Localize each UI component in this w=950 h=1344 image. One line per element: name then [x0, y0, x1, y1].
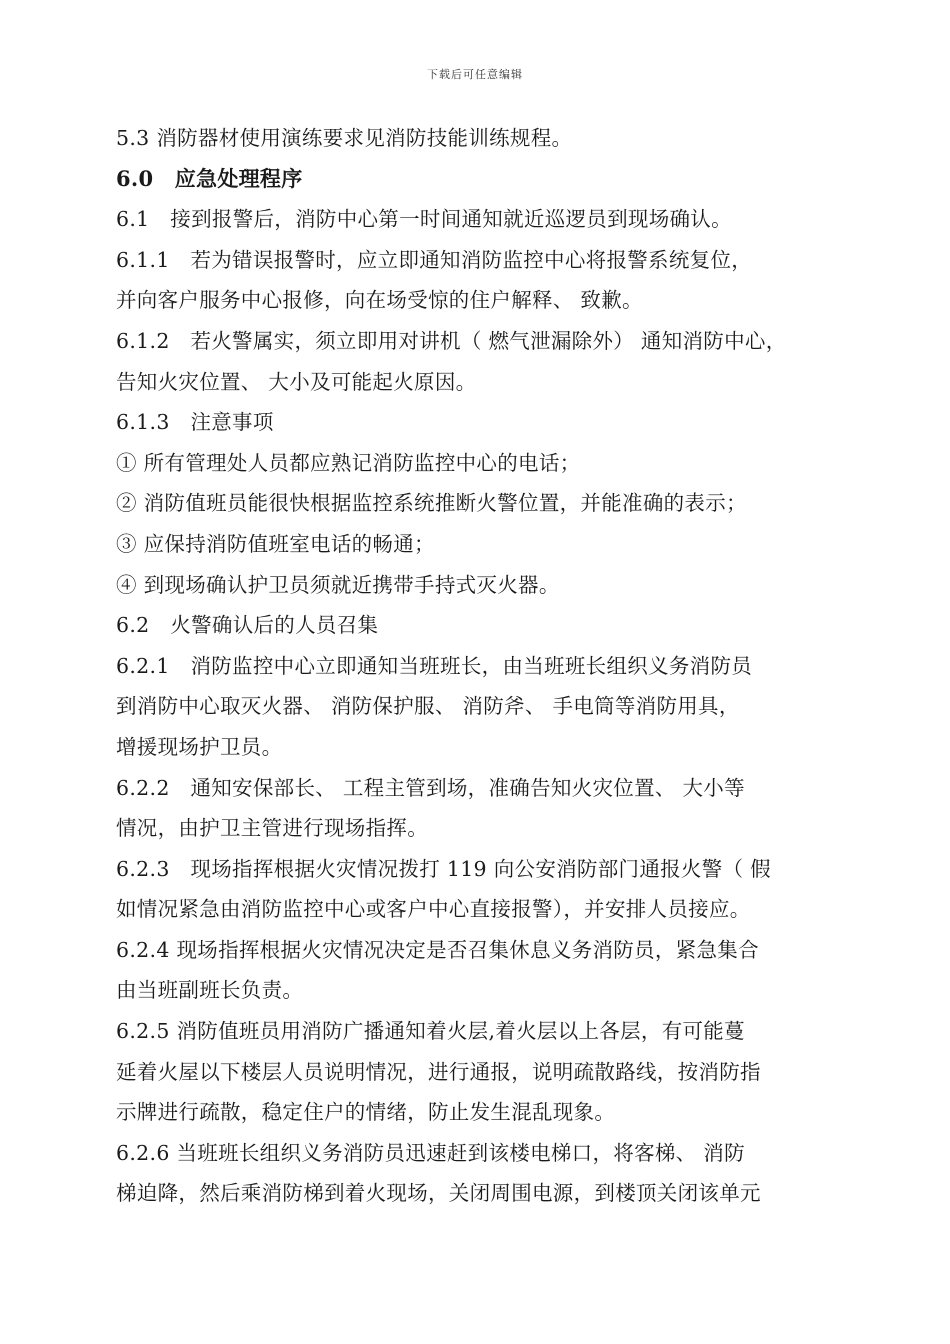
text-line: 6.1 接到报警后，消防中心第一时间通知就近巡逻员到现场确认。 [116, 207, 732, 232]
text-line: 梯迫降，然后乘消防梯到着火现场，关闭周围电源，到楼顶关闭该单元 [116, 1181, 761, 1206]
section-heading: 6.0 应急处理程序 [116, 165, 303, 191]
text-line: 6.2.3 现场指挥根据火灾情况拨打 119 向公安消防部门通报火警（ 假 [116, 856, 771, 881]
text-line: ② 消防值班员能很快根据监控系统推断火警位置，并能准确的表示； [116, 491, 747, 516]
text-line: 6.2.5 消防值班员用消防广播通知着火层,着火层以上各层，有可能蔓 [116, 1019, 745, 1044]
text-line: 6.1.1 若为错误报警时，应立即通知消防监控中心将报警系统复位， [116, 247, 753, 272]
text-line: 6.2 火警确认后的人员召集 [116, 613, 379, 638]
text-line: 情况，由护卫主管进行现场指挥。 [116, 816, 428, 841]
text-line: 6.1.3 注意事项 [116, 410, 274, 435]
text-line: 增援现场护卫员。 [116, 734, 283, 759]
text-line: 6.1.2 若火警属实，须立即用对讲机（ 燃气泄漏除外） 通知消防中心， [116, 328, 787, 353]
document-body [116, 118, 838, 1214]
text-line: ① 所有管理处人员都应熟记消防监控中心的电话； [116, 450, 581, 475]
text-line: ③ 应保持消防值班室电话的畅通； [116, 531, 435, 556]
text-line: 示牌进行疏散，稳定住户的情绪，防止发生混乱现象。 [116, 1100, 616, 1125]
text-line: 6.2.1 消防监控中心立即通知当班班长，由当班班长组织义务消防员 [116, 653, 753, 678]
text-line: 由当班副班长负责。 [116, 978, 304, 1003]
text-line: 如情况紧急由消防监控中心或客户中心直接报警），并安排人员接应。 [116, 897, 751, 922]
page-header: 下载后可任意编辑 [427, 68, 523, 81]
text-line: 5.3 消防器材使用演练要求见消防技能训练规程。 [116, 126, 573, 150]
text-line: 告知火灾位置、 大小及可能起火原因。 [116, 369, 477, 394]
text-line: 到消防中心取灭火器、 消防保护服、 消防斧、 手电筒等消防用具， [116, 694, 740, 719]
text-line: 并向客户服务中心报修，向在场受惊的住户解释、 致歉。 [116, 288, 643, 313]
text-line: ④ 到现场确认护卫员须就近携带手持式灭火器。 [116, 572, 560, 597]
text-line: 6.2.6 当班班长组织义务消防员迅速赶到该楼电梯口，将客梯、 消防 [116, 1140, 745, 1165]
text-line: 6.2.4 现场指挥根据火灾情况决定是否召集休息义务消防员，紧急集合 [116, 937, 759, 962]
text-line: 6.2.2 通知安保部长、 工程主管到场，准确告知火灾位置、 大小等 [116, 775, 745, 800]
text-line: 延着火屋以下楼层人员说明情况，进行通报，说明疏散路线，按消防指 [116, 1059, 761, 1084]
